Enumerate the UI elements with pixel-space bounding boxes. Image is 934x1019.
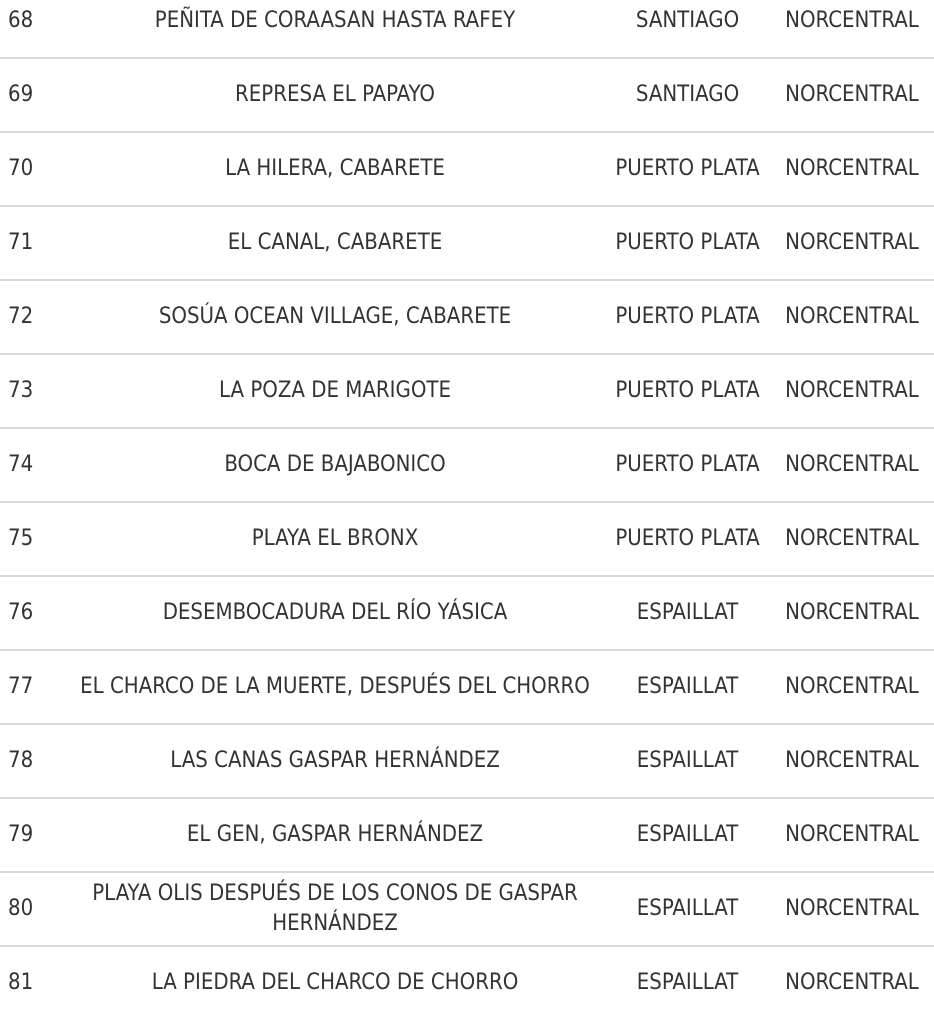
location-name: LA PIEDRA DEL CHARCO DE CHORRO	[151, 970, 519, 995]
row-number: 74	[8, 452, 34, 477]
province: ESPAILLAT	[636, 600, 739, 625]
region: NORCENTRAL	[785, 822, 919, 847]
region: NORCENTRAL	[785, 156, 919, 181]
province: ESPAILLAT	[636, 896, 739, 921]
location-name: PLAYA OLIS DESPUÉS DE LOS CONOS DE GASPAR HERNÁNDEZ	[92, 881, 578, 936]
province: PUERTO PLATA	[615, 304, 760, 329]
region: NORCENTRAL	[785, 230, 919, 255]
row-number: 71	[8, 230, 34, 255]
table-row	[0, 799, 934, 873]
table-row	[0, 725, 934, 799]
province: ESPAILLAT	[636, 822, 739, 847]
region: NORCENTRAL	[785, 970, 919, 995]
location-name: PLAYA EL BRONX	[251, 526, 419, 551]
table-row	[0, 207, 934, 281]
table-row	[0, 503, 934, 577]
table-row	[0, 947, 934, 1019]
region: NORCENTRAL	[785, 674, 919, 699]
table-row	[0, 281, 934, 355]
row-number: 75	[8, 526, 34, 551]
region: NORCENTRAL	[785, 748, 919, 773]
location-name: SOSÚA OCEAN VILLAGE, CABARETE	[158, 304, 512, 329]
region: NORCENTRAL	[785, 452, 919, 477]
region: NORCENTRAL	[785, 600, 919, 625]
row-number: 78	[8, 748, 34, 773]
table-row	[0, 577, 934, 651]
row-number: 69	[8, 82, 34, 107]
location-name: PEÑITA DE CORAASAN HASTA RAFEY	[154, 8, 516, 33]
row-number: 70	[8, 156, 34, 181]
location-name: EL CANAL, CABARETE	[227, 230, 443, 255]
province: ESPAILLAT	[636, 748, 739, 773]
location-name: LA HILERA, CABARETE	[225, 156, 445, 181]
region: NORCENTRAL	[785, 304, 919, 329]
province: ESPAILLAT	[636, 970, 739, 995]
location-name: EL CHARCO DE LA MUERTE, DESPUÉS DEL CHORRO	[80, 674, 590, 699]
row-number: 79	[8, 822, 34, 847]
province: PUERTO PLATA	[615, 230, 760, 255]
location-name: LA POZA DE MARIGOTE	[219, 378, 451, 403]
table-row	[0, 59, 934, 133]
region: NORCENTRAL	[785, 378, 919, 403]
row-number: 81	[8, 970, 34, 995]
location-name: LAS CANAS GASPAR HERNÁNDEZ	[170, 748, 500, 773]
region: NORCENTRAL	[785, 896, 919, 921]
table-row	[0, 0, 934, 59]
region: NORCENTRAL	[785, 8, 919, 33]
location-name: EL GEN, GASPAR HERNÁNDEZ	[186, 822, 484, 847]
province: PUERTO PLATA	[615, 378, 760, 403]
row-number: 80	[8, 896, 34, 921]
table-row	[0, 429, 934, 503]
row-number: 76	[8, 600, 34, 625]
location-name: BOCA DE BAJABONICO	[224, 452, 446, 477]
location-name: DESEMBOCADURA DEL RÍO YÁSICA	[162, 600, 508, 625]
province: SANTIAGO	[635, 82, 740, 107]
table-row	[0, 651, 934, 725]
table-row	[0, 873, 934, 947]
row-number: 72	[8, 304, 34, 329]
row-number: 77	[8, 674, 34, 699]
province: PUERTO PLATA	[615, 452, 760, 477]
table-row	[0, 133, 934, 207]
row-number: 68	[8, 8, 34, 33]
province: PUERTO PLATA	[615, 156, 760, 181]
province: PUERTO PLATA	[615, 526, 760, 551]
row-number: 73	[8, 378, 34, 403]
region: NORCENTRAL	[785, 82, 919, 107]
table-row	[0, 355, 934, 429]
province: SANTIAGO	[635, 8, 740, 33]
region: NORCENTRAL	[785, 526, 919, 551]
location-name: REPRESA EL PAPAYO	[235, 82, 435, 107]
province: ESPAILLAT	[636, 674, 739, 699]
